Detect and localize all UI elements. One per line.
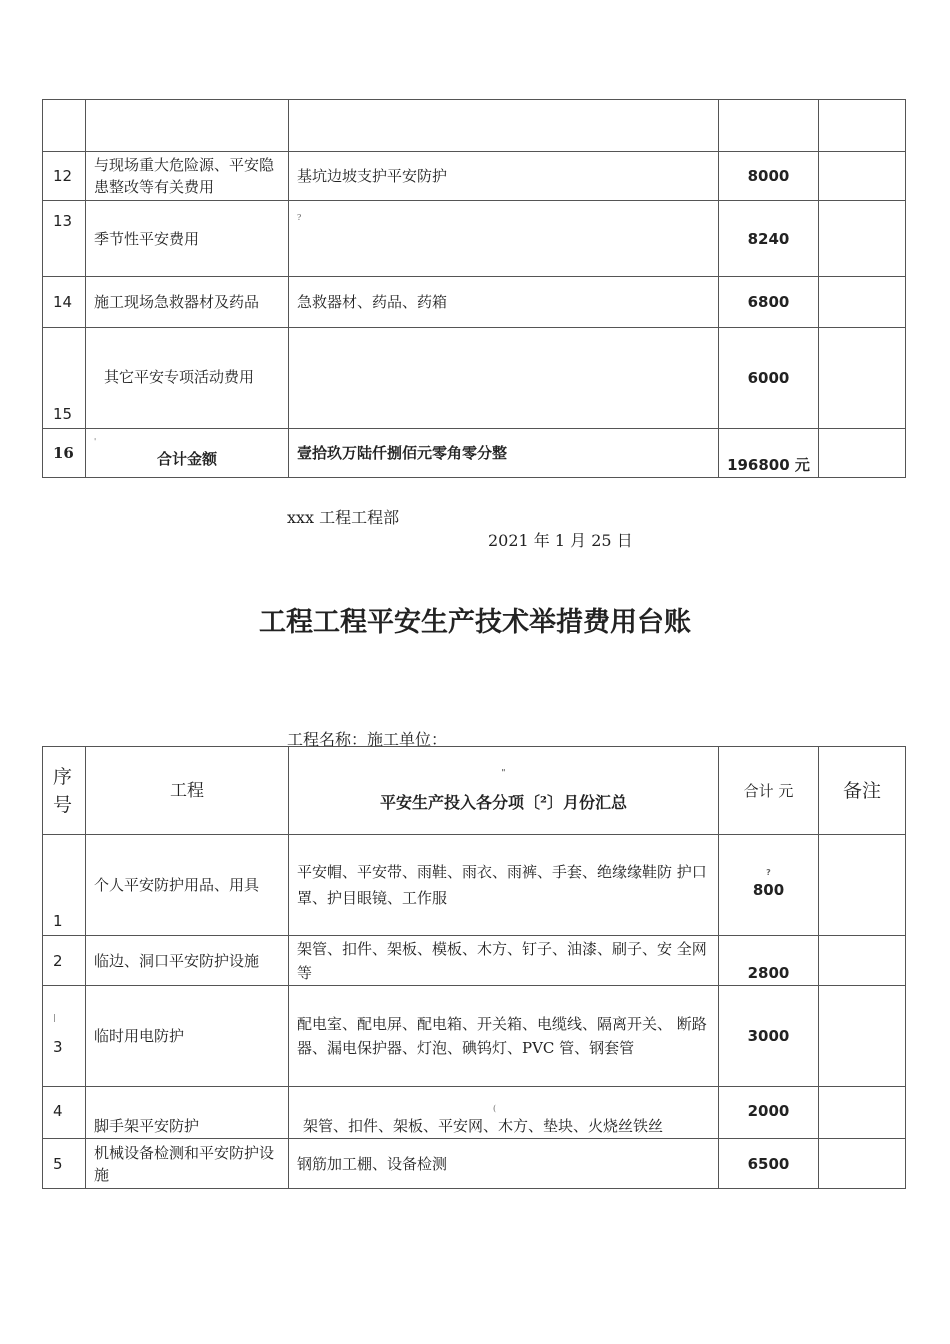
header-detail-cell (289, 747, 719, 835)
table-row (43, 201, 906, 277)
row-desc: 急救器材、药品、药箱 (289, 277, 719, 328)
total-label-cell (86, 429, 289, 478)
row-no: 4 (43, 1087, 86, 1139)
row-no: 5 (43, 1139, 86, 1189)
row-amount: 6000 (719, 328, 819, 429)
row-amount: 6800 (719, 277, 819, 328)
row-desc (289, 328, 719, 429)
row-note (819, 201, 906, 277)
row-no: 14 (43, 277, 86, 328)
row-desc-cell (289, 1087, 719, 1139)
page-title: 工程工程平安生产技术举措费用台账 (259, 607, 691, 638)
row-amount: 2800 (719, 936, 819, 986)
cost-table-continued (42, 99, 906, 478)
row-item: 季节性平安费用 (86, 201, 289, 277)
scan-mark: | (53, 1013, 56, 1022)
header-detail: 平安生产投入各分项〔²〕月份汇总 (379, 792, 627, 812)
row-desc: 架管、扣件、架板、平安网、木方、垫块、火烧丝铁丝 (303, 1117, 664, 1135)
row-desc: 钢筋加工棚、设备检测 (289, 1139, 719, 1189)
scan-mark: ? (297, 213, 302, 222)
row-note (819, 835, 906, 936)
row-note (819, 1139, 906, 1189)
row-note (819, 1087, 906, 1139)
row-note (819, 152, 906, 201)
scan-mark: ? (766, 868, 771, 877)
row-desc: 架管、扣件、架板、模板、木方、钉子、油漆、刷子、安 全网等 (289, 936, 719, 986)
total-words: 壹拾玖万陆仟捌佰元零角零分整 (289, 429, 719, 478)
row-desc: 基坑边坡支护平安防护 (289, 152, 719, 201)
row-no: 1 (43, 835, 86, 936)
total-row (43, 429, 906, 478)
row-item: 其它平安专项活动费用 (86, 328, 289, 429)
scan-mark: ( (493, 1104, 497, 1113)
table-row (43, 277, 906, 328)
total-amount: 196800 元 (719, 429, 819, 478)
table-row (43, 1087, 906, 1139)
header-total: 合计 元 (719, 747, 819, 835)
row-desc: 平安帽、平安带、雨鞋、雨衣、雨裤、手套、绝缘缘鞋防 护口罩、护目眼镜、工作服 (289, 835, 719, 936)
row-no-cell (43, 986, 86, 1087)
row-no: 2 (43, 936, 86, 986)
row-amount: 800 (752, 881, 785, 899)
row-note (819, 277, 906, 328)
row-note (819, 986, 906, 1087)
table-row (43, 1139, 906, 1189)
row-no: 12 (43, 152, 86, 201)
table-row (43, 936, 906, 986)
row-desc: 配电室、配电屏、配电箱、开关箱、电缆线、隔离开关、 断路器、漏电保护器、灯泡、碘钨灯、PVC 管、钢套管 (289, 986, 719, 1087)
total-no: 16 (43, 429, 86, 478)
row-item: 脚手架平安防护 (86, 1087, 289, 1139)
table-row (43, 152, 906, 201)
header-no: 序号 (43, 747, 86, 835)
row-no: 3 (53, 1038, 63, 1056)
table-row (43, 986, 906, 1087)
header-note: 备注 (819, 747, 906, 835)
cost-ledger-table (42, 746, 906, 1189)
row-item: 与现场重大危险源、平安隐患整改等有关费用 (86, 152, 289, 201)
table-row (43, 328, 906, 429)
table-row (43, 835, 906, 936)
row-desc (289, 100, 719, 152)
row-item: 临时用电防护 (86, 986, 289, 1087)
row-desc (289, 201, 719, 277)
row-amount: 8000 (719, 152, 819, 201)
table-row (43, 100, 906, 152)
row-item: 个人平安防护用品、用具 (86, 835, 289, 936)
scan-mark: " (501, 766, 506, 777)
row-no: 15 (43, 328, 86, 429)
row-item (86, 100, 289, 152)
table-header (43, 747, 906, 835)
total-note (819, 429, 906, 478)
row-no: 13 (43, 201, 86, 277)
header-item: 工程 (86, 747, 289, 835)
row-note (819, 100, 906, 152)
department-name: xxx 工程工程部 (287, 508, 400, 527)
row-item: 临边、洞口平安防护设施 (86, 936, 289, 986)
row-amount-cell (719, 835, 819, 936)
row-no (43, 100, 86, 152)
row-amount: 3000 (719, 986, 819, 1087)
row-note (819, 936, 906, 986)
project-meta: 工程名称：施工单位： (287, 730, 448, 749)
report-date: 2021 年 1 月 25 日 (488, 531, 633, 550)
row-amount: 2000 (719, 1087, 819, 1139)
scan-mark: ' (94, 437, 97, 446)
row-item: 机械设备检测和平安防护设施 (86, 1139, 289, 1189)
row-amount (719, 100, 819, 152)
row-amount: 6500 (719, 1139, 819, 1189)
row-note (819, 328, 906, 429)
row-item: 施工现场急救器材及药品 (86, 277, 289, 328)
row-amount: 8240 (719, 201, 819, 277)
total-label: 合计金额 (156, 450, 217, 468)
